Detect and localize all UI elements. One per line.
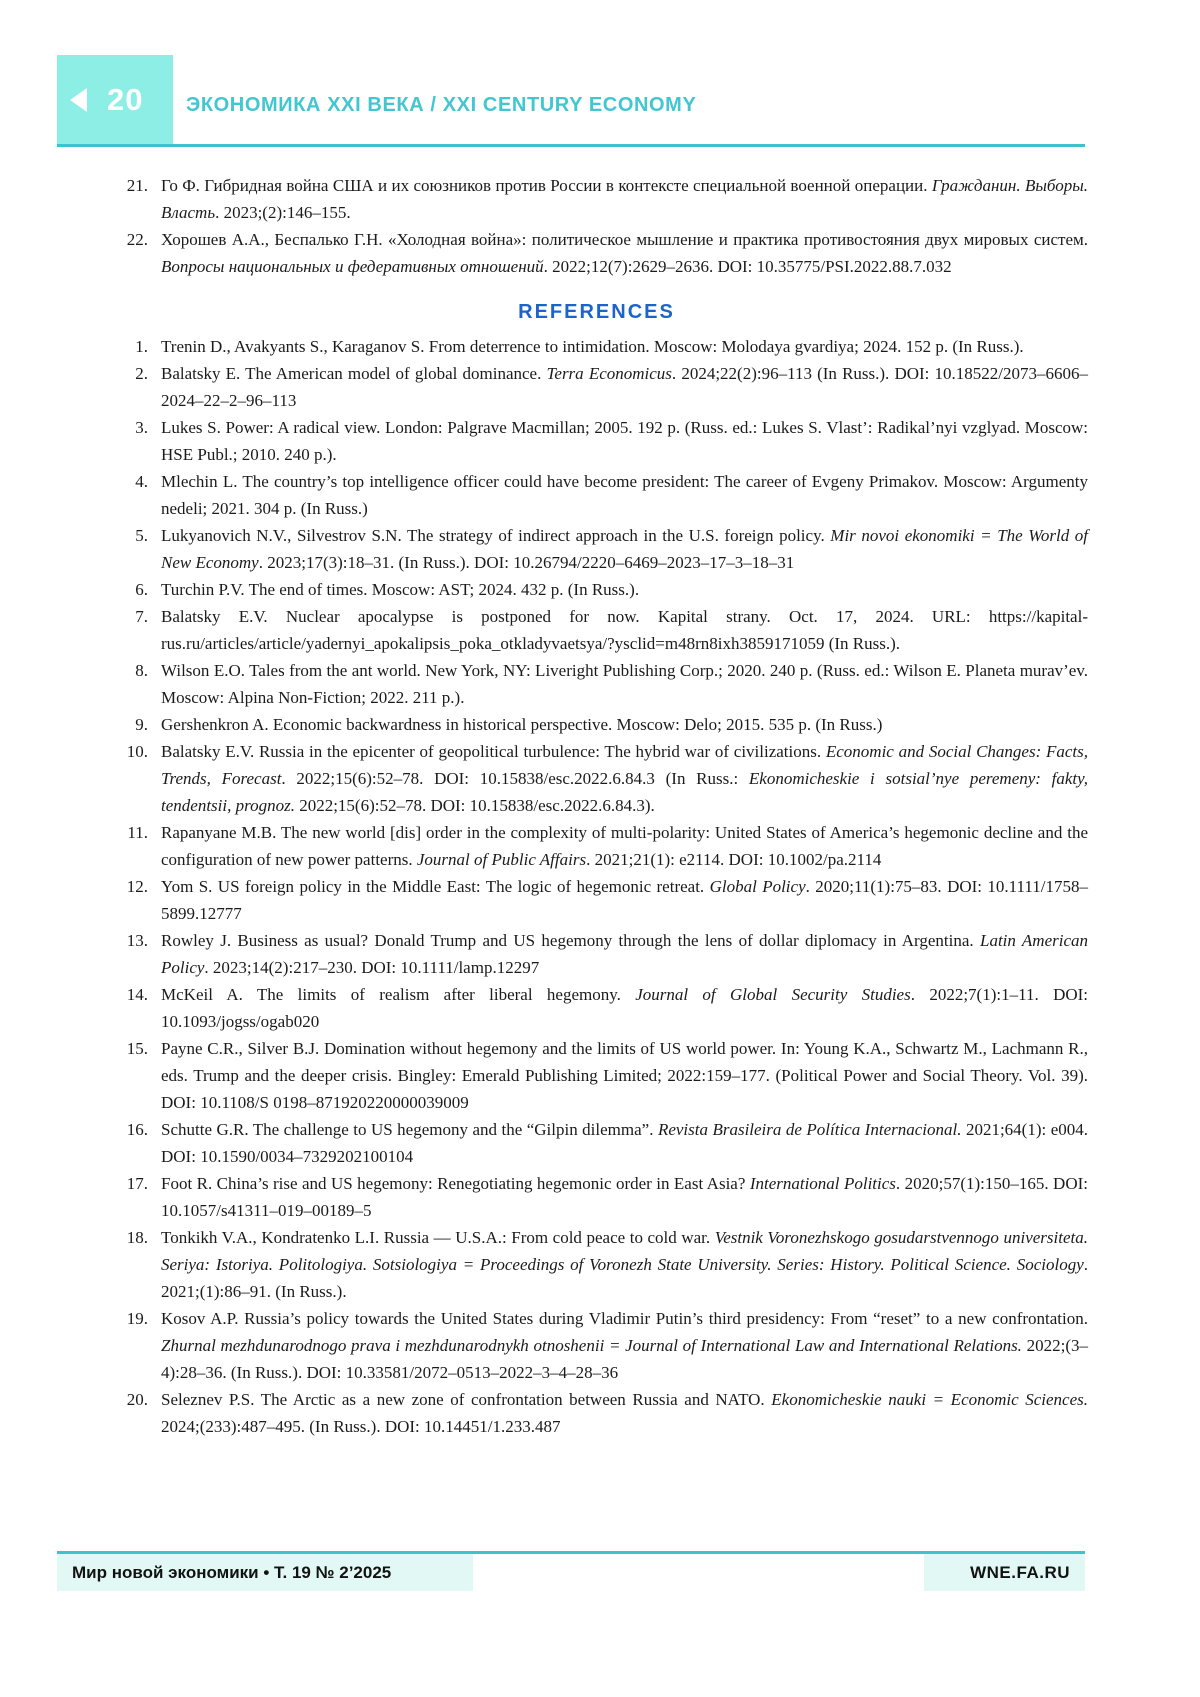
reference-item <box>105 1386 1088 1440</box>
reference-number: 21. <box>126 176 148 195</box>
reference-text: Rowley J. Business as usual? Donald Trump and US hegemony through the lens of dollar diplomacy in Argentina. Latin American Policy. 2023;14(2):217–230. DOI: 10.1111/lamp.12297 <box>161 931 1088 977</box>
footer-journal-line: Мир новой экономики • Т. 19 № 2’2025 <box>72 1562 392 1582</box>
reference-item <box>105 738 1088 819</box>
reference-number: 22. <box>126 230 148 249</box>
reference-item <box>105 1224 1088 1305</box>
reference-item <box>105 172 1088 226</box>
footer-site-strip <box>924 1554 1085 1591</box>
back-arrow-icon <box>70 88 87 112</box>
reference-number: 10. <box>126 742 148 761</box>
russian-references-list <box>105 172 1088 280</box>
page-number: 20 <box>107 81 144 117</box>
reference-item <box>105 414 1088 468</box>
reference-item <box>105 603 1088 657</box>
reference-item <box>105 1035 1088 1116</box>
reference-text: Mlechin L. The country’s top intelligence officer could have become president: The career of Evgeny Primakov. Moscow: Argumenty nedeli; 2021. 304 p. (In Russ.) <box>161 472 1088 518</box>
reference-number: 4. <box>135 472 148 491</box>
reference-number: 19. <box>126 1309 148 1328</box>
reference-item <box>105 522 1088 576</box>
reference-number: 20. <box>126 1390 148 1409</box>
reference-number: 16. <box>126 1120 148 1139</box>
reference-number: 1. <box>135 337 148 356</box>
reference-text: Lukyanovich N.V., Silvestrov S.N. The strategy of indirect approach in the U.S. foreign policy. Mir novoi ekonomiki = The World of New Economy. 2023;17(3):18–31. (In Russ.). DOI: 10.26794/2220–6469–2023–17–3–18–31 <box>161 526 1088 572</box>
reference-text: Tonkikh V.A., Kondratenko L.I. Russia — U.S.A.: From cold peace to cold war. Vestnik Voronezhskogo gosudarstvennogo universiteta. Seriya: Istoriya. Politologiya. Sotsiologiya = Proceedings of Voronezh State University. Series: History. Political Science. Sociology. 2021;(1):86–91. (In Russ.). <box>161 1228 1088 1301</box>
header-rule <box>57 144 1085 147</box>
reference-number: 5. <box>135 526 148 545</box>
reference-text: Foot R. China’s rise and US hegemony: Renegotiating hegemonic order in East Asia? International Politics. 2020;57(1):150–165. DOI: 10.1057/s41311–019–00189–5 <box>161 1174 1088 1220</box>
reference-item <box>105 819 1088 873</box>
page-content <box>105 172 1088 1440</box>
reference-item <box>105 576 1088 603</box>
reference-text: Balatsky E.V. Nuclear apocalypse is postponed for now. Kapital strany. Oct. 17, 2024. URL: https://kapital-rus.ru/articles/article/yadernyi_apokalipsis_poka_otkladyvaetsya/?ysclid=m48rn8ixh3859171059 (In Russ.). <box>161 607 1088 653</box>
reference-number: 18. <box>126 1228 148 1247</box>
footer-site-url: WNE.FA.RU <box>970 1562 1070 1582</box>
reference-item <box>105 1116 1088 1170</box>
reference-item <box>105 1305 1088 1386</box>
reference-text: McKeil A. The limits of realism after liberal hegemony. Journal of Global Security Studies. 2022;7(1):1–11. DOI: 10.1093/jogss/ogab020 <box>161 985 1089 1031</box>
reference-number: 15. <box>126 1039 148 1058</box>
reference-item <box>105 360 1088 414</box>
reference-text: Rapanyane M.B. The new world [dis] order in the complexity of multi-polarity: United States of America’s hegemonic decline and the configuration of new power patterns. Journal of Public Affairs. 2021;21(1): e2114. DOI: 10.1002/pa.2114 <box>161 823 1088 869</box>
references-list <box>105 333 1088 1440</box>
reference-text: Trenin D., Avakyants S., Karaganov S. From deterrence to intimidation. Moscow: Molodaya gvardiya; 2024. 152 p. (In Russ.). <box>161 337 1024 356</box>
reference-number: 8. <box>135 661 148 680</box>
reference-text: Payne C.R., Silver B.J. Domination without hegemony and the limits of US world power. In: Young K.A., Schwartz M., Lachmann R., eds. Trump and the deeper crisis. Bingley: Emerald Publishing Limited; 2022:159–177. (Political Power and Social Theory. Vol. 39). DOI: 10.1108/S 0198–871920220000039009 <box>161 1039 1088 1112</box>
reference-number: 6. <box>135 580 148 599</box>
reference-item <box>105 873 1088 927</box>
reference-text: Balatsky E.V. Russia in the epicenter of geopolitical turbulence: The hybrid war of civilizations. Economic and Social Changes: Facts, Trends, Forecast. 2022;15(6):52–78. DOI: 10.15838/esc.2022.6.84.3 (In Russ.: Ekonomicheskie i sotsial’nye peremeny: fakty, tendentsii, prognoz. 2022;15(6):52–78. DOI: 10.15838/esc.2022.6.84.3). <box>161 742 1088 815</box>
reference-text: Turchin P.V. The end of times. Moscow: AST; 2024. 432 p. (In Russ.). <box>161 580 640 599</box>
reference-item <box>105 468 1088 522</box>
reference-number: 17. <box>126 1174 148 1193</box>
reference-number: 13. <box>126 931 148 950</box>
reference-number: 9. <box>135 715 148 734</box>
running-title: ЭКОНОМИКА XXI ВЕКА / XXI CENTURY ECONOMY <box>186 94 697 116</box>
reference-text: Yom S. US foreign policy in the Middle East: The logic of hegemonic retreat. Global Policy. 2020;11(1):75–83. DOI: 10.1111/1758–5899.12777 <box>161 877 1089 923</box>
reference-text: Го Ф. Гибридная война США и их союзников против России в контексте специальной военной операции. Гражданин. Выборы. Власть. 2023;(2):146–155. <box>161 176 1088 222</box>
reference-text: Seleznev P.S. The Arctic as a new zone of confrontation between Russia and NATO. Ekonomicheskie nauki = Economic Sciences. 2024;(233):487–495. (In Russ.). DOI: 10.14451/1.233.487 <box>161 1390 1089 1436</box>
reference-item <box>105 927 1088 981</box>
reference-number: 12. <box>126 877 148 896</box>
reference-item <box>105 226 1088 280</box>
reference-item <box>105 657 1088 711</box>
reference-item <box>105 711 1088 738</box>
reference-item <box>105 333 1088 360</box>
page-number-box <box>57 55 173 144</box>
footer-journal-strip <box>57 1554 473 1591</box>
reference-number: 11. <box>127 823 148 842</box>
reference-text: Lukes S. Power: A radical view. London: Palgrave Macmillan; 2005. 192 p. (Russ. ed.: Lukes S. Vlast’: Radikal’nyi vzglyad. Moscow: HSE Publ.; 2010. 240 p.). <box>161 418 1088 464</box>
reference-text: Wilson E.O. Tales from the ant world. New York, NY: Liveright Publishing Corp.; 2020. 240 p. (Russ. ed.: Wilson E. Planeta murav’ev. Moscow: Alpina Non-Fiction; 2022. 211 p.). <box>161 661 1088 707</box>
reference-number: 14. <box>126 985 148 1004</box>
reference-text: Хорошев А.А., Беспалько Г.Н. «Холодная война»: политическое мышление и практика противостояния двух мировых систем. Вопросы национальных и федеративных отношений. 2022;12(7):2629–2636. DOI: 10.35775/PSI.2022.88.7.032 <box>161 230 1088 276</box>
reference-item <box>105 981 1088 1035</box>
reference-text: Gershenkron A. Economic backwardness in historical perspective. Moscow: Delo; 2015. 535 p. (In Russ.) <box>161 715 883 734</box>
reference-text: Kosov A.P. Russia’s policy towards the United States during Vladimir Putin’s third presidency: From “reset” to a new confrontation. Zhurnal mezhdunarodnogo prava i mezhdunarodnykh otnoshenii = Journal of International Law and International Relations. 2022;(3–4):28–36. (In Russ.). DOI: 10.33581/2072–0513–2022–3–4–28–36 <box>161 1309 1088 1382</box>
reference-number: 7. <box>135 607 148 626</box>
reference-number: 2. <box>135 364 148 383</box>
references-heading: REFERENCES <box>518 301 675 323</box>
reference-text: Balatsky E. The American model of global dominance. Terra Economicus. 2024;22(2):96–113 (In Russ.). DOI: 10.18522/2073–6606–2024–22–2–96–113 <box>161 364 1089 410</box>
reference-text: Schutte G.R. The challenge to US hegemony and the “Gilpin dilemma”. Revista Brasileira de Política Internacional. 2021;64(1): e004. DOI: 10.1590/0034–7329202100104 <box>161 1120 1088 1166</box>
reference-item <box>105 1170 1088 1224</box>
reference-number: 3. <box>135 418 148 437</box>
